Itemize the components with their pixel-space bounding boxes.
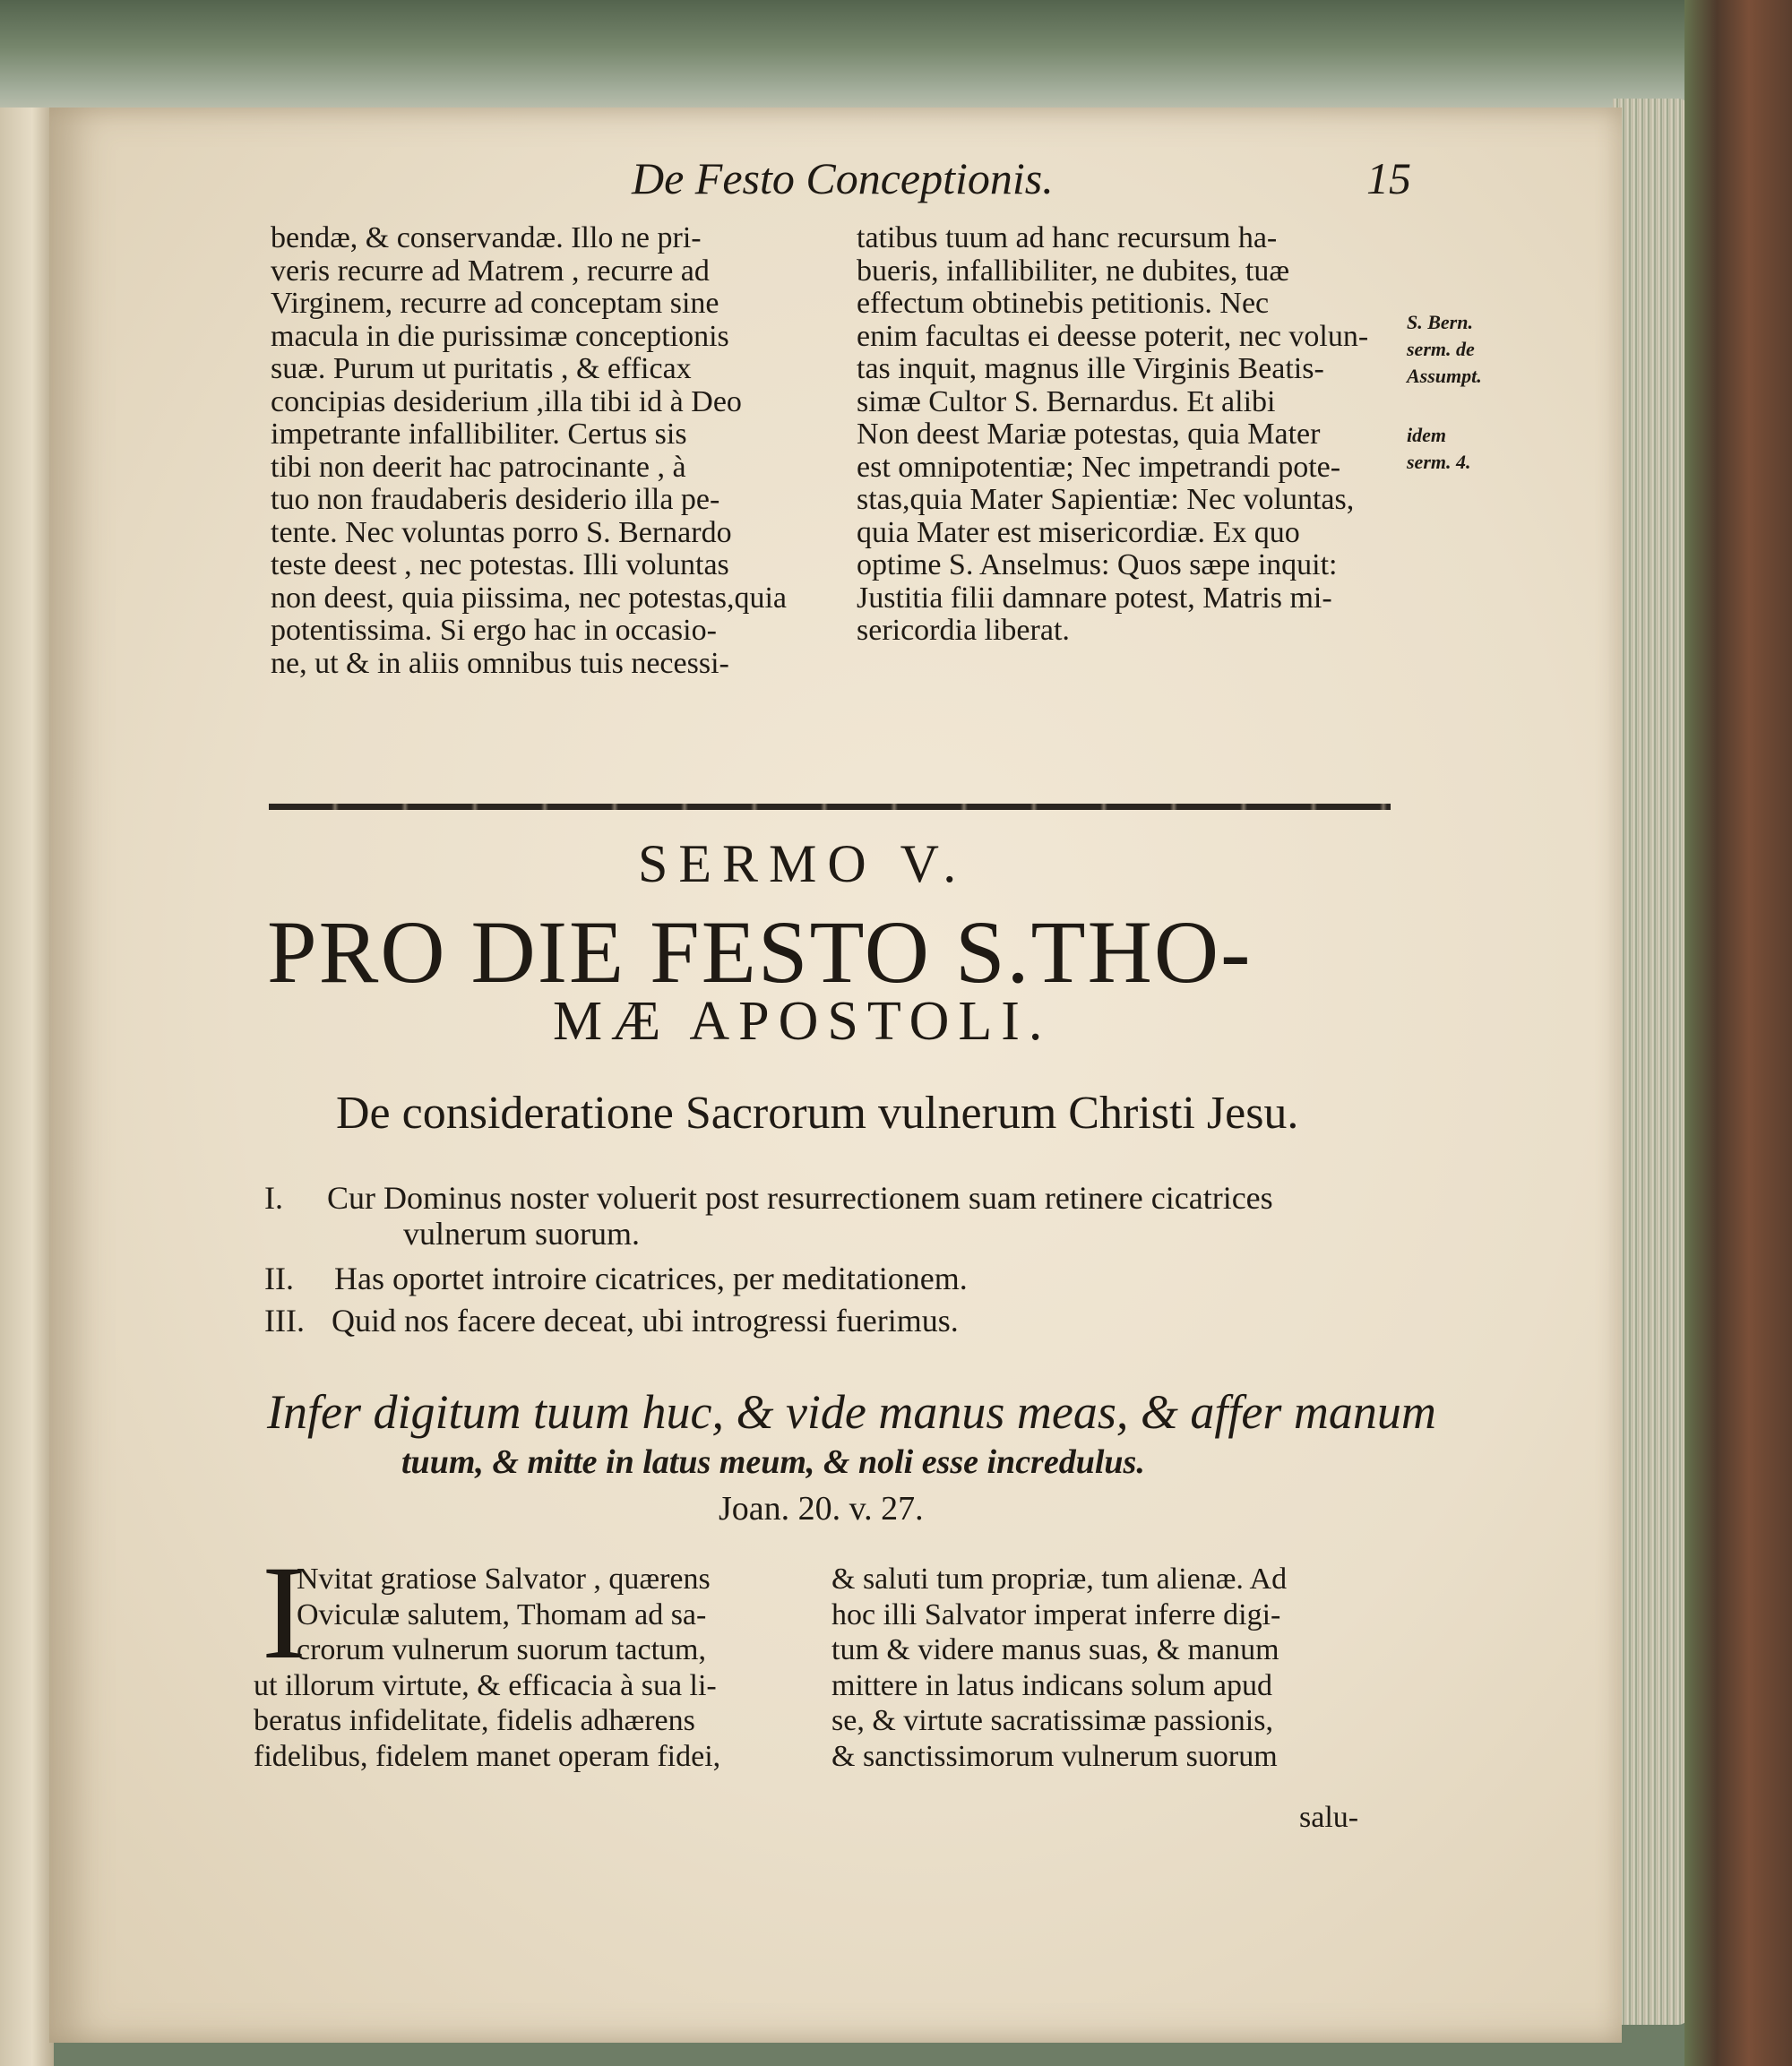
catchword: salu- [1299,1801,1359,1834]
text-line: est omnipotentiæ; Nec impetrandi pote- [857,450,1341,484]
text-line: potentissima. Si ergo hac in occasio- [271,614,717,647]
text-line: suæ. Purum ut puritatis , & efficax [271,352,692,385]
text-line: non deest, quia piissima, nec potestas,quia [271,581,787,615]
text-line: mittere in latus indicans solum apud [831,1668,1272,1702]
epigraph-line2: tuum, & mitte in latus meum, & noli esse incredulus. [401,1443,1145,1481]
text-line: tum & videre manus suas, & manum [831,1633,1279,1666]
text-line: tibi non deerit hac patrocinante , à [271,450,686,484]
body-right-column [831,1562,1369,1774]
text-line: hoc illi Salvator imperat inferre digi- [831,1597,1281,1631]
text-line: effectum obtinebis petitionis. Nec [857,287,1270,320]
text-line: tente. Nec voluntas porro S. Bernardo [271,515,732,549]
text-line: Oviculæ salutem, Thomam ad sa- [297,1597,707,1631]
sermon-number: SERMO V. [638,834,968,893]
text-line: beratus infidelitate, fidelis adhærens [254,1704,695,1737]
running-title: De Festo Conceptionis. [632,153,1054,203]
summary-text: Has oportet introire cicatrices, per meditationem. [334,1261,968,1296]
top-left-column [271,222,826,680]
margin-note: idem [1407,424,1446,446]
text-line: Virginem, recurre ad conceptam sine [271,287,719,320]
summary-number: II. [264,1261,294,1296]
epigraph-line1: Infer digitum tuum huc, & vide manus meas, & affer manum [267,1385,1436,1439]
summary-number: I. [264,1180,283,1216]
text-line: impetrante infallibiliter. Certus sis [271,418,687,451]
text-line: macula in die purissimæ conceptionis [271,319,729,353]
top-right-column [857,222,1403,648]
text-line: teste deest , nec potestas. Illi voluntas [271,548,729,581]
text-line: bueris, infallibiliter, ne dubites, tuæ [857,254,1290,288]
text-line: veris recurre ad Matrem , recurre ad [271,254,710,288]
text-line: Nvitat gratiose Salvator , quærens [297,1562,711,1596]
text-line: enim facultas ei deesse poterit, nec volun- [857,319,1369,353]
text-line: simæ Cultor S. Bernardus. Et alibi [857,384,1276,418]
text-line: tas inquit, magnus ille Virginis Beatis- [857,352,1324,385]
text-line: Justitia filii damnare potest, Matris mi- [857,581,1332,615]
sermon-title-line1: PRO DIE FESTO S.THO- [267,902,1253,1002]
sermon-subtitle: De consideratione Sacrorum vulnerum Christi Jesu. [336,1088,1299,1139]
margin-note: serm. de [1407,338,1475,360]
margin-note: serm. 4. [1407,451,1471,473]
text-line: stas,quia Mater Sapientiæ: Nec voluntas, [857,483,1355,516]
summary-number: III. [264,1303,305,1339]
body-left-column [254,1562,802,1774]
book-cover [1684,0,1792,2066]
summary-text: vulnerum suorum. [403,1216,640,1252]
text-line: bendæ, & conservandæ. Illo ne pri- [271,221,702,254]
text-line: ut illorum virtute, & efficacia à sua li- [254,1668,717,1702]
margin-notes [1407,309,1482,476]
facing-page-edge [0,108,54,2066]
text-line: concipias desiderium ,illa tibi id à Deo [271,384,742,418]
section-divider [269,804,1391,810]
sermon-title-line2: MÆ APOSTOLI. [553,991,1052,1052]
text-line: Non deest Mariæ potestas, quia Mater [857,418,1321,451]
text-line: tatibus tuum ad hanc recursum ha- [857,221,1278,254]
epigraph-reference: Joan. 20. v. 27. [719,1490,924,1528]
text-line: quia Mater est misericordiæ. Ex quo [857,515,1300,549]
text-line: & sanctissimorum vulnerum suorum [831,1739,1278,1773]
page-number: 15 [1366,153,1411,203]
summary-text: Quid nos facere deceat, ubi introgressi fuerimus. [332,1303,959,1339]
text-line: crorum vulnerum suorum tactum, [297,1633,707,1666]
page-block-edge [1613,99,1689,2025]
margin-note: S. Bern. [1407,311,1473,333]
text-line: se, & virtute sacratissimæ passionis, [831,1704,1273,1737]
text-line: sericordia liberat. [857,614,1070,647]
margin-note: Assumpt. [1407,365,1482,387]
text-line: tuo non fraudaberis desiderio illa pe- [271,483,720,516]
text-line: fidelibus, fidelem manet operam fidei, [254,1739,721,1773]
summary-text: Cur Dominus noster voluerit post resurrectionem suam retinere cicatrices [327,1180,1273,1216]
drop-cap: I [262,1538,306,1687]
text-line: & saluti tum propriæ, tum alienæ. Ad [831,1562,1288,1596]
text-line: ne, ut & in aliis omnibus tuis necessi- [271,646,729,680]
text-line: optime S. Anselmus: Quos sæpe inquit: [857,548,1338,581]
